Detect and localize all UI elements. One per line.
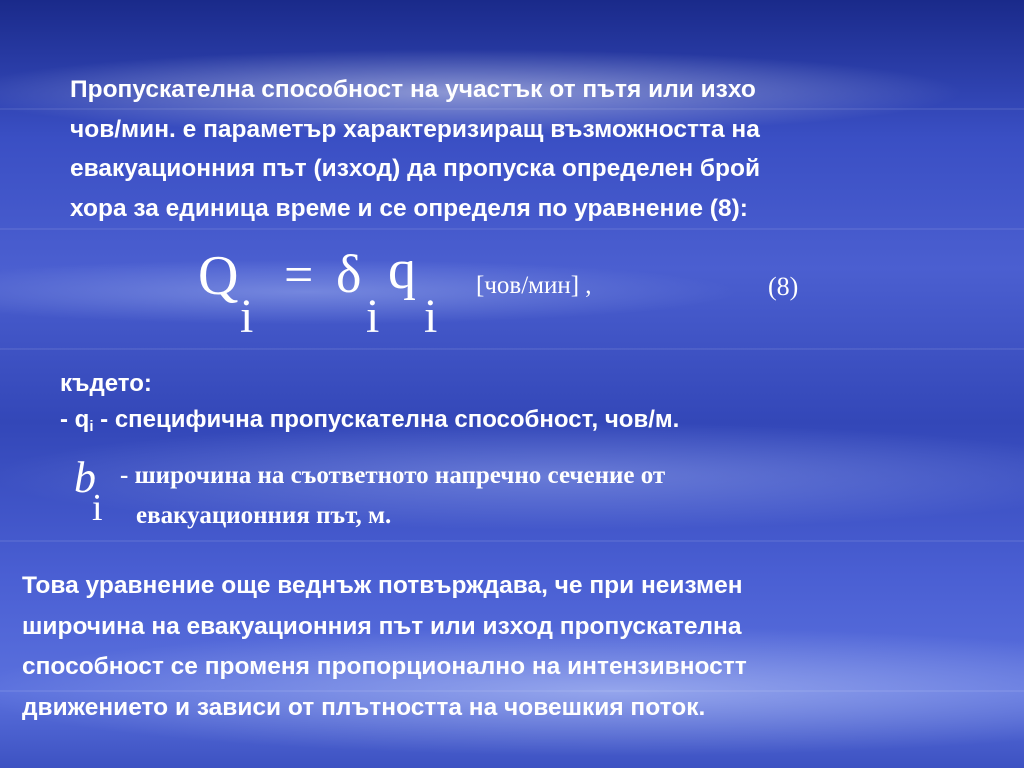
formula-q: q (388, 246, 416, 301)
equation-number: (8) (768, 272, 799, 301)
formula-Q: Q (198, 246, 239, 307)
conclusion-line: широчина на евакуационния път или изход пропускателна (22, 612, 742, 640)
conclusion-line: способност се променя пропорционално на интензивностт (22, 653, 747, 680)
intro-line: хора за единица време и се определя по уравнение (8): (70, 194, 748, 222)
b-desc-line: - широчина на съответното напречно сечение от (120, 462, 666, 489)
b-description (120, 456, 665, 536)
b-symbol (72, 448, 116, 524)
formula-unit: [чов/мин] , (476, 272, 592, 299)
formula-delta-sub: i (366, 290, 380, 336)
b-desc-line: евакуационния път, м. (136, 502, 392, 529)
where-block (60, 366, 679, 445)
q-subscript: i (89, 418, 94, 435)
conclusion-line: Това уравнение още веднъж потвърждава, че при неизмен (22, 572, 743, 599)
b-letter: b (74, 453, 96, 502)
q-definition (60, 402, 679, 445)
intro-line: чов/мин. е параметър характеризиращ възможността на (70, 115, 760, 143)
formula-q-sub: i (424, 290, 438, 336)
conclusion-line: движението и зависи от плътността на човешкия поток. (22, 693, 706, 721)
formula-delta: δ (336, 246, 362, 304)
q-description: - специфична пропускателна способност, чов/м. (93, 406, 680, 433)
intro-line: Пропускателна способност на участък от пътя или изхо (70, 76, 756, 103)
where-label: където: (60, 370, 152, 397)
q-symbol: - q (60, 406, 90, 433)
formula-equation (198, 246, 458, 336)
formula-Q-sub: i (240, 290, 254, 336)
b-subscript: i (92, 487, 103, 524)
intro-paragraph (70, 70, 760, 228)
formula-equals: = (284, 247, 314, 304)
intro-line: евакуационния път (изход) да пропуска определен брой (70, 155, 761, 182)
conclusion-paragraph (22, 566, 747, 728)
